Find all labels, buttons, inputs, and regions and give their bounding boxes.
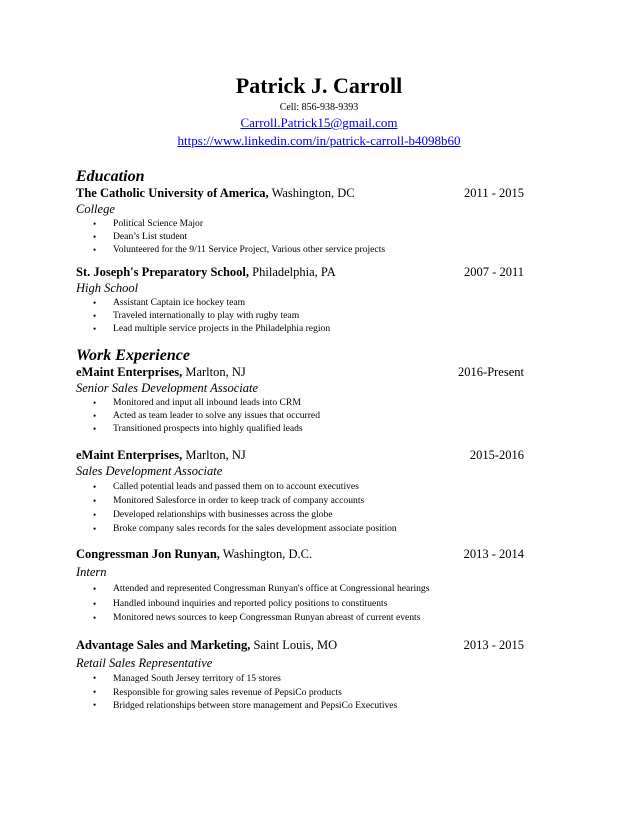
work-entry-advantage [76, 637, 524, 713]
list-item: • Responsible for growing sales revenue of PepsiCo products [93, 686, 342, 698]
bullet-list [76, 297, 524, 336]
entry-location: Saint Louis, MO [250, 638, 338, 652]
entry-location: Washington, D.C. [219, 547, 313, 561]
list-item: • Traveled internationally to play with rugby team [93, 309, 300, 321]
bullet-icon: • [93, 598, 97, 609]
entry-organization: The Catholic University of America, [76, 186, 269, 200]
entry-header [76, 447, 524, 463]
bullet-icon: • [93, 398, 97, 408]
list-item: • Handled inbound inquiries and reported policy positions to constituents [76, 597, 524, 612]
entry-organization: Advantage Sales and Marketing, [76, 638, 251, 652]
bullet-icon: • [93, 584, 97, 594]
bullet-icon: • [93, 510, 97, 520]
entry-date: 2016-Present [458, 365, 524, 379]
bullet-list [76, 397, 524, 436]
bullet-icon: • [93, 323, 97, 334]
education-heading: Education [76, 168, 145, 185]
entry-date: 2011 - 2015 [464, 186, 524, 200]
bullet-icon: • [93, 231, 97, 242]
entry-organization: Congressman Jon Runyan, [76, 547, 220, 561]
list-item: • Managed South Jersey territory of 15 stores [93, 673, 281, 684]
bullet-icon: • [93, 686, 97, 697]
bullet-icon: • [93, 410, 97, 421]
entry-date: 2007 - 2011 [464, 265, 524, 279]
education-entry-sjp [76, 264, 524, 336]
entry-header [76, 185, 524, 201]
bullet-icon: • [93, 482, 97, 492]
entry-date: 2013 - 2015 [463, 638, 524, 652]
entry-header [76, 637, 524, 653]
bullet-list [76, 582, 524, 626]
entry-header [76, 546, 524, 562]
entry-role: Senior Sales Development Associate [76, 381, 259, 395]
list-item: • Monitored Salesforce in order to keep track of company accounts [93, 495, 365, 506]
entry-role: Sales Development Associate [76, 464, 223, 478]
bullet-list [76, 218, 524, 257]
entry-role: Intern [76, 565, 107, 579]
list-item: • Transitioned prospects into highly qualified leads [93, 422, 303, 434]
bullet-icon: • [93, 219, 97, 229]
entry-role: College [76, 202, 115, 216]
list-item: • Dean’s List student [93, 230, 188, 242]
work-entry-emaint [76, 447, 524, 536]
education-entry-cua [76, 185, 524, 257]
entry-organization: eMaint Enterprises, [76, 365, 183, 379]
bullet-list [76, 480, 524, 536]
entry-date: 2015-2016 [469, 448, 524, 462]
bullet-icon: • [93, 700, 97, 710]
list-item: • Broke company sales records for the sales development associate position [93, 523, 397, 534]
bullet-icon: • [93, 298, 97, 308]
entry-organization: eMaint Enterprises, [76, 448, 183, 462]
list-item: • Monitored news sources to keep Congressman Runyan abreast of current events [76, 611, 524, 626]
bullet-icon: • [93, 244, 97, 255]
bullet-icon: • [93, 496, 97, 506]
list-item: • Called potential leads and passed them on to account executives [93, 481, 359, 492]
list-item: • Lead multiple service projects in the Philadelphia region [93, 322, 331, 334]
bullet-icon: • [93, 613, 97, 623]
entry-location: Marlton, NJ [182, 448, 246, 462]
entry-header [76, 264, 524, 280]
bullet-icon: • [93, 310, 97, 321]
entry-location: Marlton, NJ [182, 365, 246, 379]
list-item: • Attended and represented Congressman Runyan's office at Congressional hearings [76, 582, 524, 597]
linkedin-link[interactable]: https://www.linkedin.com/in/patrick-carroll-b4098b60 [177, 133, 461, 148]
entry-organization: St. Joseph's Preparatory School, [76, 265, 250, 279]
entry-location: Philadelphia, PA [249, 265, 336, 279]
list-item: • Developed relationships with businesses across the globe [93, 509, 333, 520]
entry-location: Washington, DC [268, 186, 355, 200]
entry-role: High School [76, 281, 139, 295]
list-item: • Acted as team leader to solve any issues that occurred [93, 409, 320, 421]
list-item: • Monitored and input all inbound leads into CRM [93, 397, 301, 408]
email-link[interactable]: Carroll.Patrick15@gmail.com [240, 115, 398, 130]
bullet-icon: • [93, 524, 97, 534]
list-item: • Bridged relationships between store management and PepsiCo Executives [93, 700, 398, 711]
work-entry-emaint-senior [76, 364, 524, 436]
entry-header [76, 364, 524, 380]
entry-date: 2013 - 2014 [463, 547, 524, 561]
cell-phone: Cell: 856-938-9393 [279, 102, 359, 113]
bullet-list [76, 672, 524, 713]
resume-header [0, 72, 638, 150]
entry-role: Retail Sales Representative [76, 656, 213, 670]
bullet-icon: • [93, 673, 97, 683]
list-item: • Volunteered for the 9/11 Service Project, Various other service projects [93, 243, 386, 255]
bullet-icon: • [93, 423, 97, 434]
list-item: • Assistant Captain ice hockey team [93, 297, 246, 308]
candidate-name: Patrick J. Carroll [235, 73, 403, 98]
list-item: • Political Science Major [93, 218, 204, 229]
work-entry-runyan [76, 546, 524, 626]
work-experience-heading: Work Experience [76, 347, 190, 364]
